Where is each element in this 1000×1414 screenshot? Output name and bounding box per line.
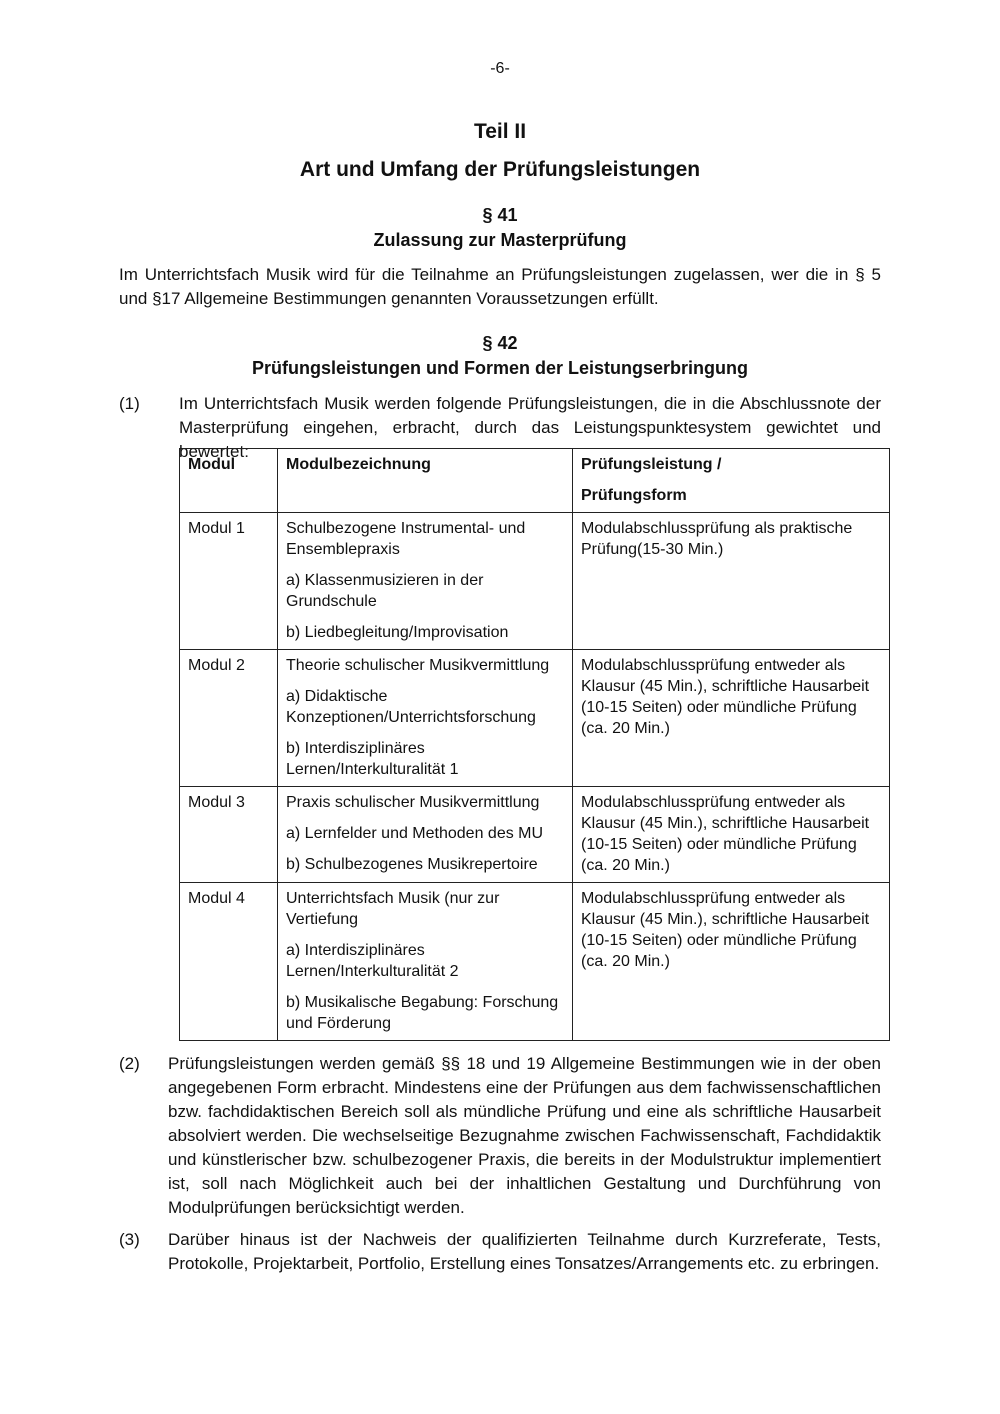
cell-modul: Modul 3 xyxy=(180,787,278,883)
cell-modul: Modul 4 xyxy=(180,883,278,1041)
module-part-a: a) Klassenmusizieren in der Grundschule xyxy=(286,572,484,610)
table-row xyxy=(180,787,890,883)
paragraph-2-label: (2) xyxy=(119,1054,140,1073)
cell-bezeichnung xyxy=(278,883,573,1041)
module-title: Unterrichtsfach Musik (nur zur Vertiefung xyxy=(286,890,500,928)
part-subtitle: Art und Umfang der Prüfungsleistungen xyxy=(299,158,701,181)
table-row xyxy=(180,513,890,650)
cell-bezeichnung xyxy=(278,787,573,883)
header-pruefungsleistung-line2: Prüfungsform xyxy=(581,487,687,504)
section-41-number: § 41 xyxy=(482,205,518,225)
module-part-b: b) Liedbegleitung/Improvisation xyxy=(286,624,509,641)
header-pruefungsleistung-line1: Prüfungsleistung / xyxy=(581,456,722,473)
cell-pruefungsform: Modulabschlussprüfung entweder als Klausur (45 Min.), schriftliche Hausarbeit (10-15 Seiten) oder mündliche Prüfung (ca. 20 Min.) xyxy=(573,787,890,883)
module-part-b: b) Interdisziplinäres Lernen/Interkulturalität 1 xyxy=(286,740,459,778)
section-41-title: Zulassung zur Masterprüfung xyxy=(373,230,627,250)
module-part-a: a) Lernfelder und Methoden des MU xyxy=(286,825,544,842)
cell-pruefungsform: Modulabschlussprüfung entweder als Klausur (45 Min.), schriftliche Hausarbeit (10-15 Seiten) oder mündliche Prüfung (ca. 20 Min.) xyxy=(573,883,890,1041)
paragraph-1-text: Im Unterrichtsfach Musik werden folgende Prüfungsleistungen, die in die Abschlussnote der Masterprüfung eingehen, erbracht, durch das Leistungspunktesystem gewichtet und bewertet: xyxy=(179,394,881,461)
module-title: Theorie schulischer Musikvermittlung xyxy=(286,657,550,674)
module-part-a: a) Interdisziplinäres Lernen/Interkulturalität 2 xyxy=(286,942,459,980)
paragraph-3-label: (3) xyxy=(119,1230,140,1249)
cell-modul: Modul 2 xyxy=(180,650,278,787)
paragraph-3-text: Darüber hinaus ist der Nachweis der qualifizierten Teilnahme durch Kurzreferate, Tests, Protokolle, Projektarbeit, Portfolio, Erstellung eines Tonsatzes/Arrangements etc. zu erbringen. xyxy=(168,1230,881,1273)
section-42-number: § 42 xyxy=(482,333,518,353)
table-header-row xyxy=(180,449,890,513)
header-modulbezeichnung: Modulbezeichnung xyxy=(278,449,573,513)
part-title: Teil II xyxy=(473,120,527,143)
cell-pruefungsform: Modulabschlussprüfung als praktische Prüfung(15-30 Min.) xyxy=(573,513,890,650)
module-title: Praxis schulischer Musikvermittlung xyxy=(286,794,540,811)
module-part-b: b) Schulbezogenes Musikrepertoire xyxy=(286,856,538,873)
page-number: -6- xyxy=(490,60,510,77)
header-pruefungsleistung xyxy=(573,449,890,513)
module-table xyxy=(179,448,890,1041)
paragraph-2-text: Prüfungsleistungen werden gemäß §§ 18 und 19 Allgemeine Bestimmungen wie in der oben angegebenen Form erbracht. Mindestens eine der Prüfungen aus dem fachwissenschaftlichen bzw. fachdidaktischen Bereich soll als mündliche Prüfung und eine als schriftliche Hausarbeit absolviert werden. Die wechselseitige Bezugnahme zwischen Fachwissenschaft, Fachdidaktik und künstlerischer bzw. schulbezogener Praxis, die bereits in der Modulstruktur implementiert ist, soll nach Möglichkeit auch bei der inhaltlichen Gestaltung und Durchführung von Modulprüfungen berücksichtigt werden. xyxy=(168,1054,881,1217)
cell-pruefungsform: Modulabschlussprüfung entweder als Klausur (45 Min.), schriftliche Hausarbeit (10-15 Seiten) oder mündliche Prüfung (ca. 20 Min.) xyxy=(573,650,890,787)
section-42-title: Prüfungsleistungen und Formen der Leistungserbringung xyxy=(251,358,748,378)
table-row xyxy=(180,883,890,1041)
module-title: Schulbezogene Instrumental- und Ensemblepraxis xyxy=(286,520,526,558)
cell-bezeichnung xyxy=(278,513,573,650)
cell-modul: Modul 1 xyxy=(180,513,278,650)
cell-bezeichnung xyxy=(278,650,573,787)
paragraph-1-label: (1) xyxy=(119,394,140,413)
module-part-b: b) Musikalische Begabung: Forschung und Förderung xyxy=(286,994,559,1032)
table-row xyxy=(180,650,890,787)
module-part-a: a) Didaktische Konzeptionen/Unterrichtsforschung xyxy=(286,688,536,726)
section-41-text: Im Unterrichtsfach Musik wird für die Teilnahme an Prüfungsleistungen zugelassen, wer die in § 5 und §17 Allgemeine Bestimmungen genannten Voraussetzungen erfüllt. xyxy=(119,265,881,308)
header-modul: Modul xyxy=(180,449,278,513)
